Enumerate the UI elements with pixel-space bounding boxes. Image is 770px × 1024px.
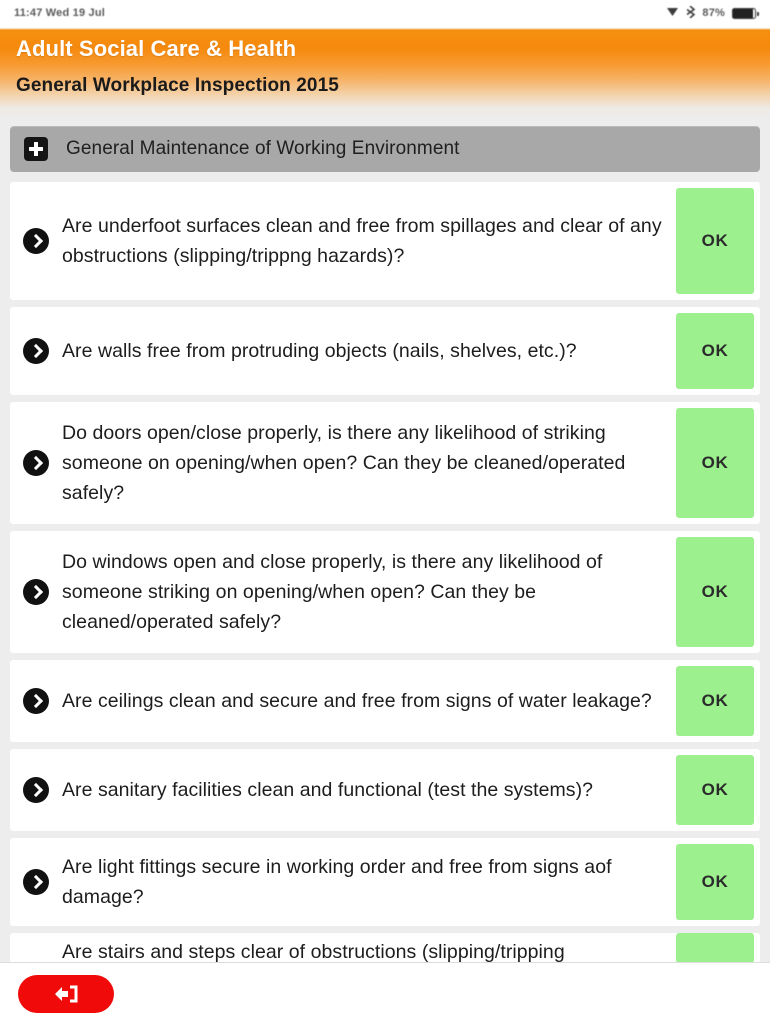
row-chevron-cell[interactable] (10, 531, 62, 653)
question-list-scroll-area[interactable] (0, 120, 770, 962)
page-title: General Workplace Inspection 2015 (16, 75, 339, 96)
status-bar-right (666, 6, 756, 21)
status-badge[interactable]: OK (676, 844, 754, 920)
status-badge[interactable]: OK (676, 408, 754, 518)
status-time-date: 11:47 Wed 19 Jul (14, 7, 106, 19)
chevron-right-circle-icon[interactable] (23, 450, 49, 476)
table-row[interactable] (10, 660, 760, 742)
table-row[interactable] (10, 838, 760, 926)
back-exit-icon (51, 984, 81, 1004)
status-badge[interactable]: OK (676, 666, 754, 736)
battery-icon (732, 8, 756, 19)
wifi-icon (666, 6, 679, 20)
question-text: Are light fittings secure in working order and free from signs aof damage? (62, 856, 612, 908)
table-row[interactable] (10, 933, 760, 962)
back-button[interactable] (18, 975, 114, 1013)
app-header (0, 26, 770, 120)
table-row[interactable] (10, 531, 760, 653)
status-badge[interactable]: OK (676, 755, 754, 825)
row-chevron-cell[interactable] (10, 182, 62, 300)
status-badge[interactable]: OK (676, 537, 754, 647)
status-bar (0, 0, 770, 26)
section-header-label: General Maintenance of Working Environment (66, 138, 460, 159)
status-bar-left (14, 7, 105, 19)
battery-percent-label: 87% (702, 6, 725, 19)
row-chevron-cell[interactable] (10, 838, 62, 926)
question-text: Are stairs and steps clear of obstructions (slipping/tripping (62, 941, 565, 962)
chevron-right-circle-icon[interactable] (23, 688, 49, 714)
question-text: Are walls free from protruding objects (nails, shelves, etc.)? (62, 340, 577, 362)
question-text: Do windows open and close properly, is there any likelihood of someone striking on opening/when open? Can they be cleaned/operated safely? (62, 551, 603, 633)
table-row[interactable] (10, 749, 760, 831)
status-badge[interactable]: OK (676, 188, 754, 294)
chevron-right-circle-icon[interactable] (23, 777, 49, 803)
chevron-right-circle-icon[interactable] (23, 869, 49, 895)
row-chevron-cell[interactable] (10, 749, 62, 831)
table-row[interactable] (10, 402, 760, 524)
row-chevron-cell[interactable] (10, 402, 62, 524)
question-text: Are sanitary facilities clean and functional (test the systems)? (62, 779, 594, 801)
plus-square-icon[interactable] (24, 137, 48, 161)
status-badge[interactable]: OK (676, 313, 754, 389)
chevron-right-circle-icon[interactable] (23, 579, 49, 605)
bluetooth-icon (686, 6, 695, 21)
row-chevron-cell[interactable] (10, 307, 62, 395)
table-row[interactable] (10, 182, 760, 300)
status-badge[interactable] (676, 933, 754, 962)
question-text: Do doors open/close properly, is there any likelihood of striking someone on opening/when open? Can they be cleaned/operated safely? (62, 422, 626, 504)
app-title: Adult Social Care & Health (16, 36, 297, 61)
bottom-toolbar (0, 962, 770, 1024)
section-header-general-maintenance[interactable] (10, 126, 760, 172)
question-text: Are underfoot surfaces clean and free from spillages and clear of any obstructions (slipping/trippng hazards)? (62, 215, 662, 267)
chevron-right-circle-icon[interactable] (23, 228, 49, 254)
chevron-right-circle-icon[interactable] (23, 338, 49, 364)
row-chevron-cell[interactable] (10, 660, 62, 742)
table-row[interactable] (10, 307, 760, 395)
question-text: Are ceilings clean and secure and free from signs of water leakage? (62, 690, 652, 712)
